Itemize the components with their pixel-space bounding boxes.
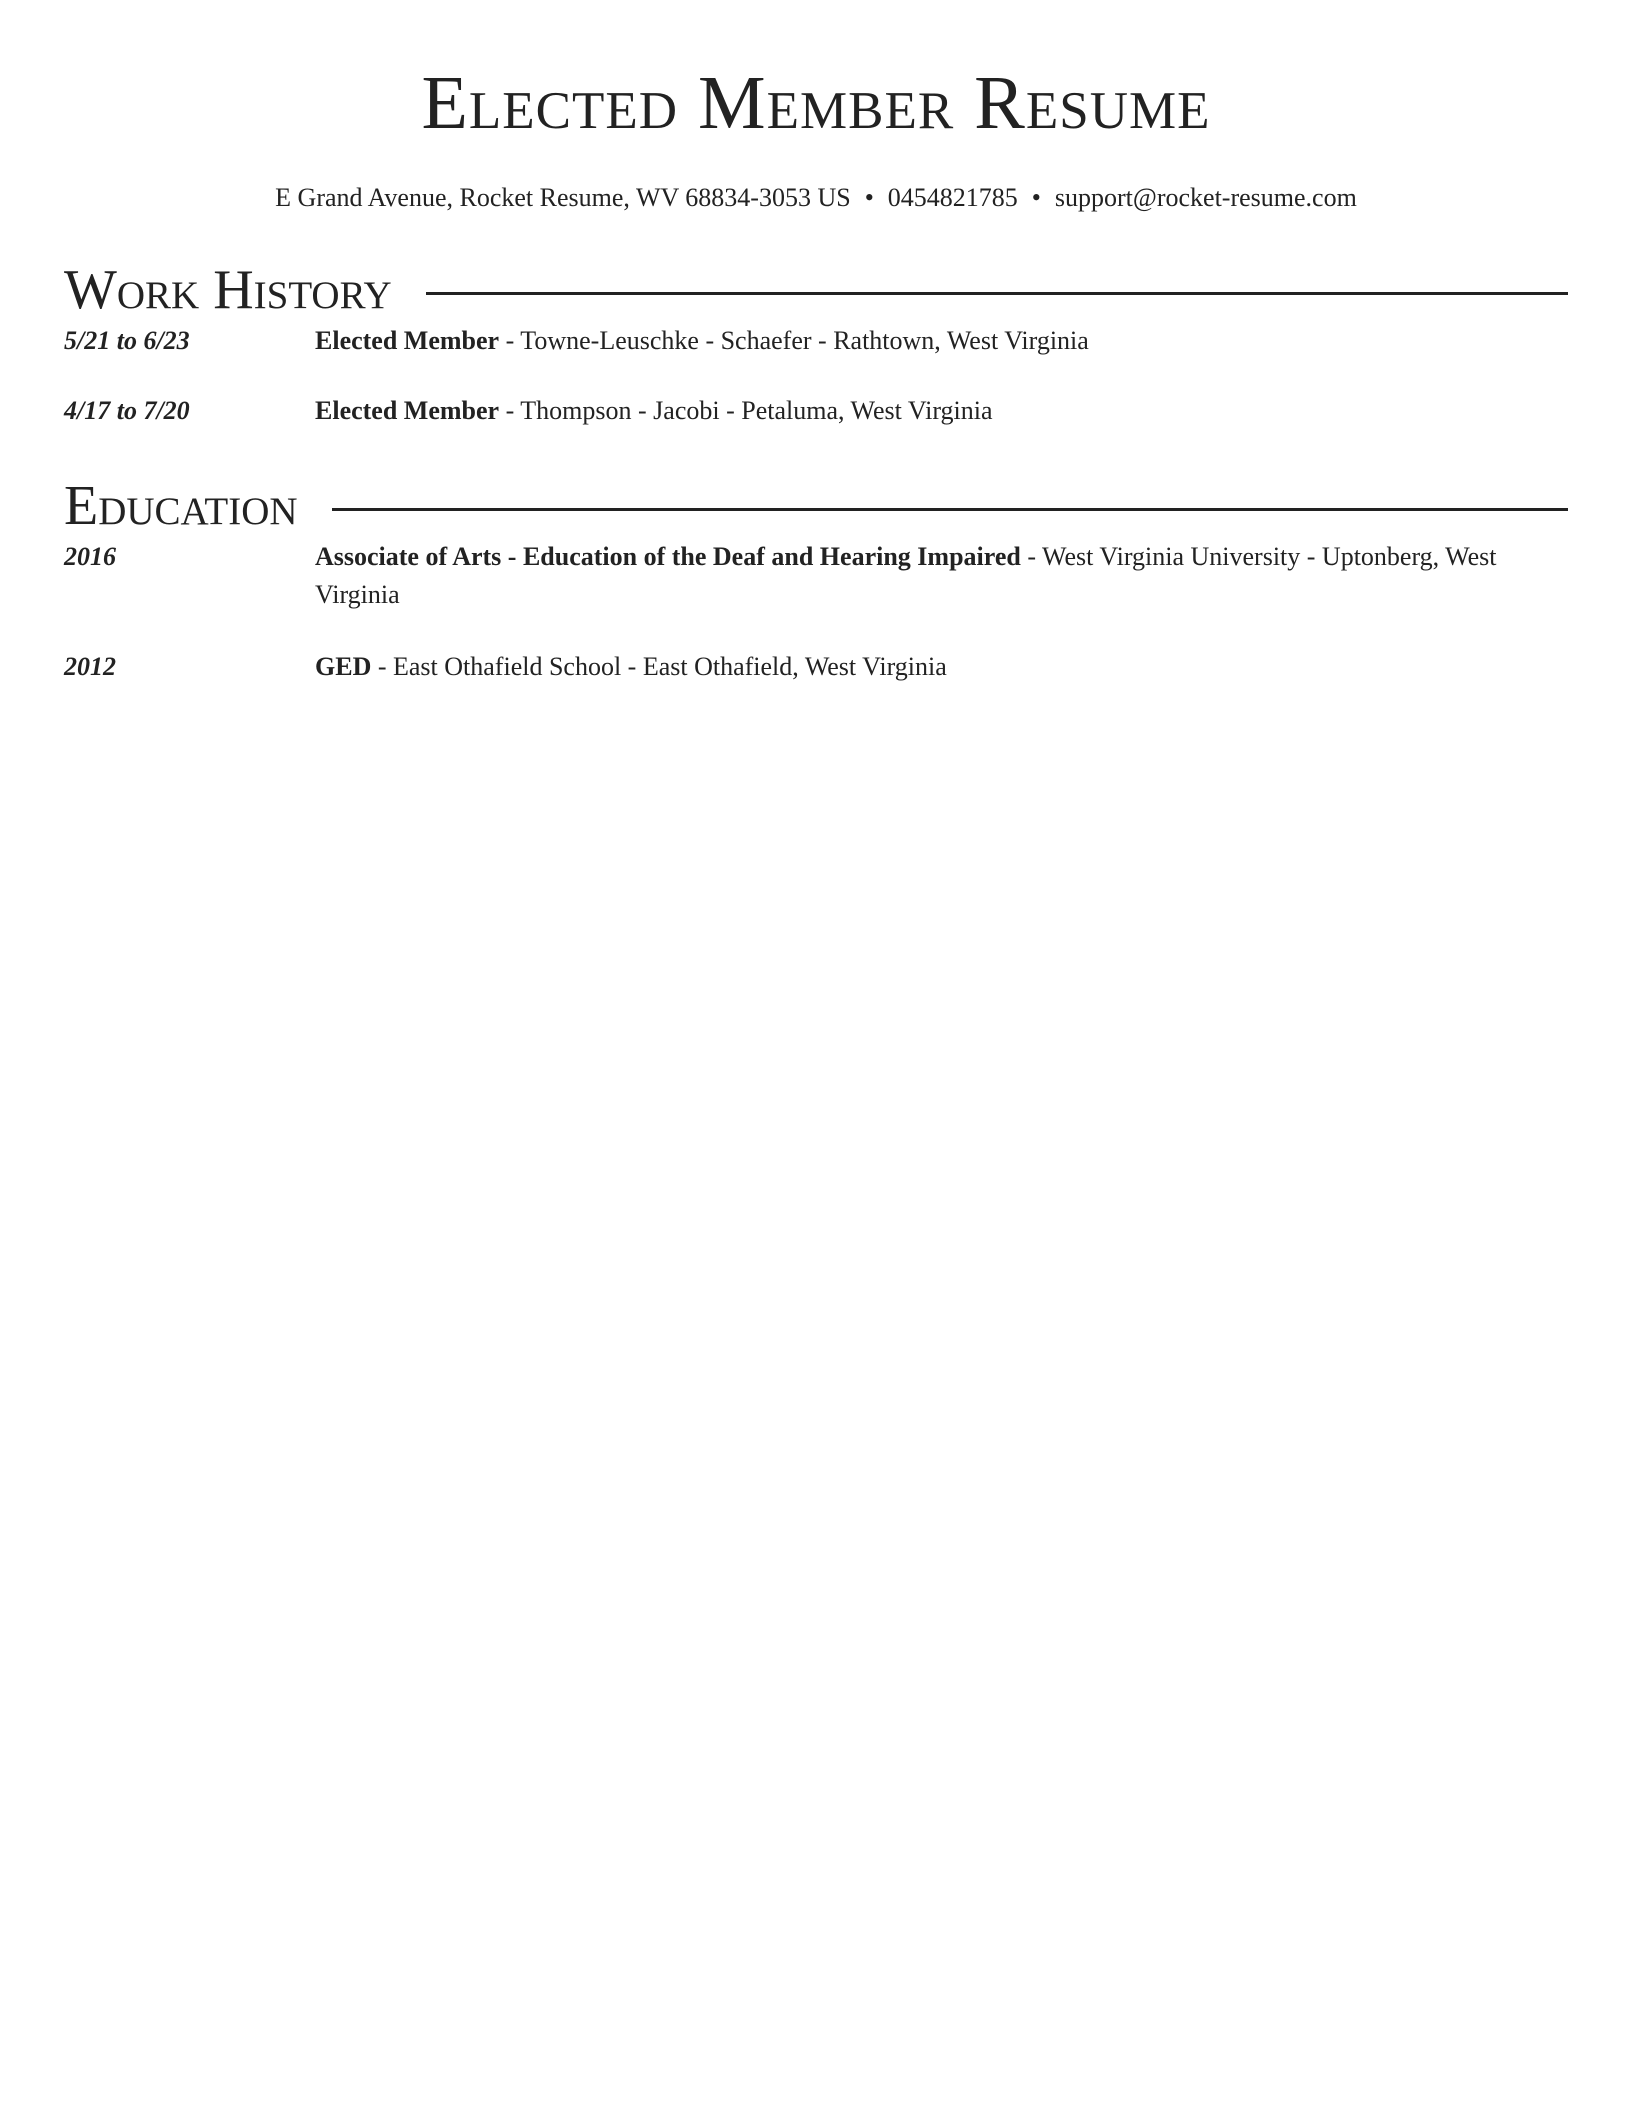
- page-title: Elected Member Resume: [421, 61, 1211, 145]
- entry-details: - East Othafield School - East Othafield, West Virginia: [371, 652, 947, 681]
- education-entry: [64, 538, 1568, 614]
- entry-body: [315, 648, 1568, 686]
- entry-details: - Thompson - Jacobi - Petaluma, West Virginia: [499, 396, 993, 425]
- entry-details: - Towne-Leuschke - Schaefer - Rathtown, West Virginia: [499, 326, 1089, 355]
- entry-degree: Associate of Arts - Education of the Deaf and Hearing Impaired: [315, 542, 1021, 571]
- section-header: [64, 474, 1568, 538]
- entry-body: [315, 538, 1568, 614]
- section-heading-education: Education: [64, 475, 298, 537]
- entry-date: 5/21 to 6/23: [64, 326, 190, 355]
- entry-role: Elected Member: [315, 396, 500, 425]
- entry-date: 2016: [64, 542, 116, 571]
- work-history-section: [64, 258, 1568, 430]
- contact-line: [64, 182, 1568, 214]
- entry-date: 2012: [64, 652, 116, 681]
- contact-separator: •: [864, 183, 874, 212]
- entry-degree: GED: [315, 652, 372, 681]
- contact-separator: •: [1031, 183, 1041, 212]
- section-divider: [332, 508, 1568, 511]
- education-section: [64, 474, 1568, 686]
- entry-details: - West Virginia University - Uptonberg, West Virginia: [315, 542, 1497, 609]
- entry-role: Elected Member: [315, 326, 500, 355]
- section-heading-work-history: Work History: [64, 259, 392, 321]
- contact-address: E Grand Avenue, Rocket Resume, WV 68834-3053 US: [275, 183, 851, 212]
- entry-date: 4/17 to 7/20: [64, 396, 190, 425]
- section-divider: [426, 292, 1568, 295]
- education-entry: [64, 648, 1568, 686]
- contact-email[interactable]: support@rocket-resume.com: [1054, 183, 1357, 212]
- entry-body: [315, 392, 1568, 430]
- section-header: [64, 258, 1568, 322]
- work-entry: [64, 392, 1568, 430]
- contact-phone: 0454821785: [887, 183, 1018, 212]
- entry-body: [315, 322, 1568, 360]
- work-entry: [64, 322, 1568, 360]
